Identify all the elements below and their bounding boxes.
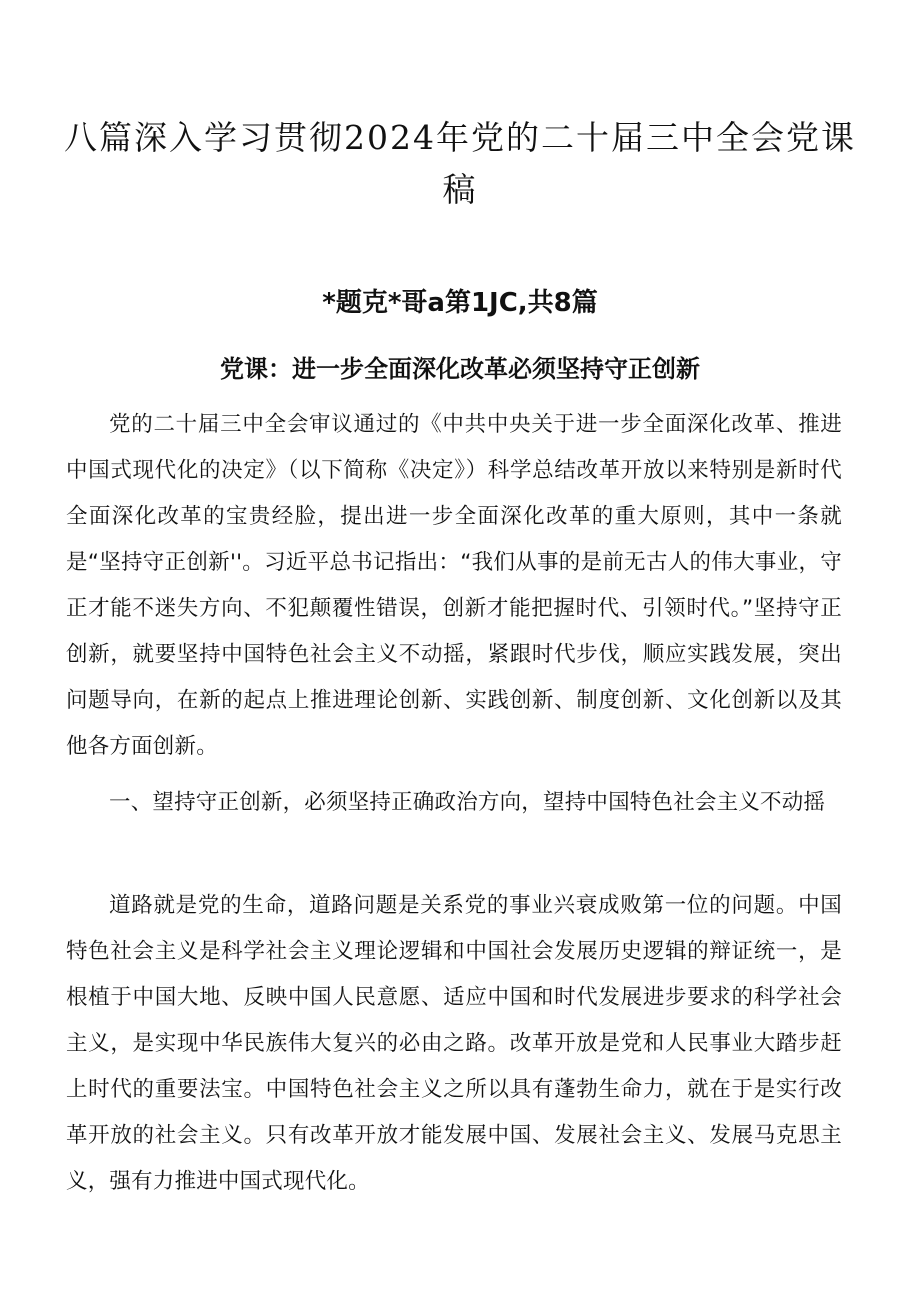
document-meta: *题克*哥a第1JC,共8篇 [322, 288, 598, 318]
body-paragraph: 道路就是党的生命，道路问题是关系党的事业兴衰成败第一位的问题。中国特色社会主义是科学社会主义理论逻辑和中国社会发展历史逻辑的辩证统一，是根植于中国大地、反映中国人民意愿、适应中国和时代发展进步要求的科学社会主义，是实现中华民族伟大复兴的必由之路。改革开放是党和人民事业大踏步赶上时代的重要法宝。中国特色社会主义之所以具有蓬勃生命力，就在于是实行改革开放的社会主义。只有改革开放才能发展中国、发展社会主义、发展马克思主义，强有力推进中国式现代化。 [66, 893, 842, 1194]
document-title: 八篇深入学习贯彻2024年党的二十届三中全会党课稿 [64, 118, 856, 209]
lesson-heading: 党课：进一步全面深化改革必须坚持守正创新 [220, 355, 700, 383]
body-paragraph: 党的二十届三中全会审议通过的《中共中央关于进一步全面深化改革、推进中国式现代化的决定》（以下简称《决定》）科学总结改革开放以来特别是新时代全面深化改革的宝贵经脸，提出进一步全面深化改革的重大原则，其中一条就是“坚持守正创新''。习近平总书记指出：“我们从事的是前无古人的伟大事业，守正才能不迷失方向、不犯颠覆性错误，创新才能把握时代、引领时代。”坚持守正创新，就要坚持中国特色社会主义不动摇，紧跟时代步伐，顺应实践发展，突出问题导向，在新的起点上推进理论创新、实践创新、制度创新、文化创新以及其他各方面创新。 [66, 412, 842, 759]
section-subheading: 一、望持守正创新，必须坚持正确政治方向，望持中国特色社会主义不动摇 [109, 790, 826, 815]
